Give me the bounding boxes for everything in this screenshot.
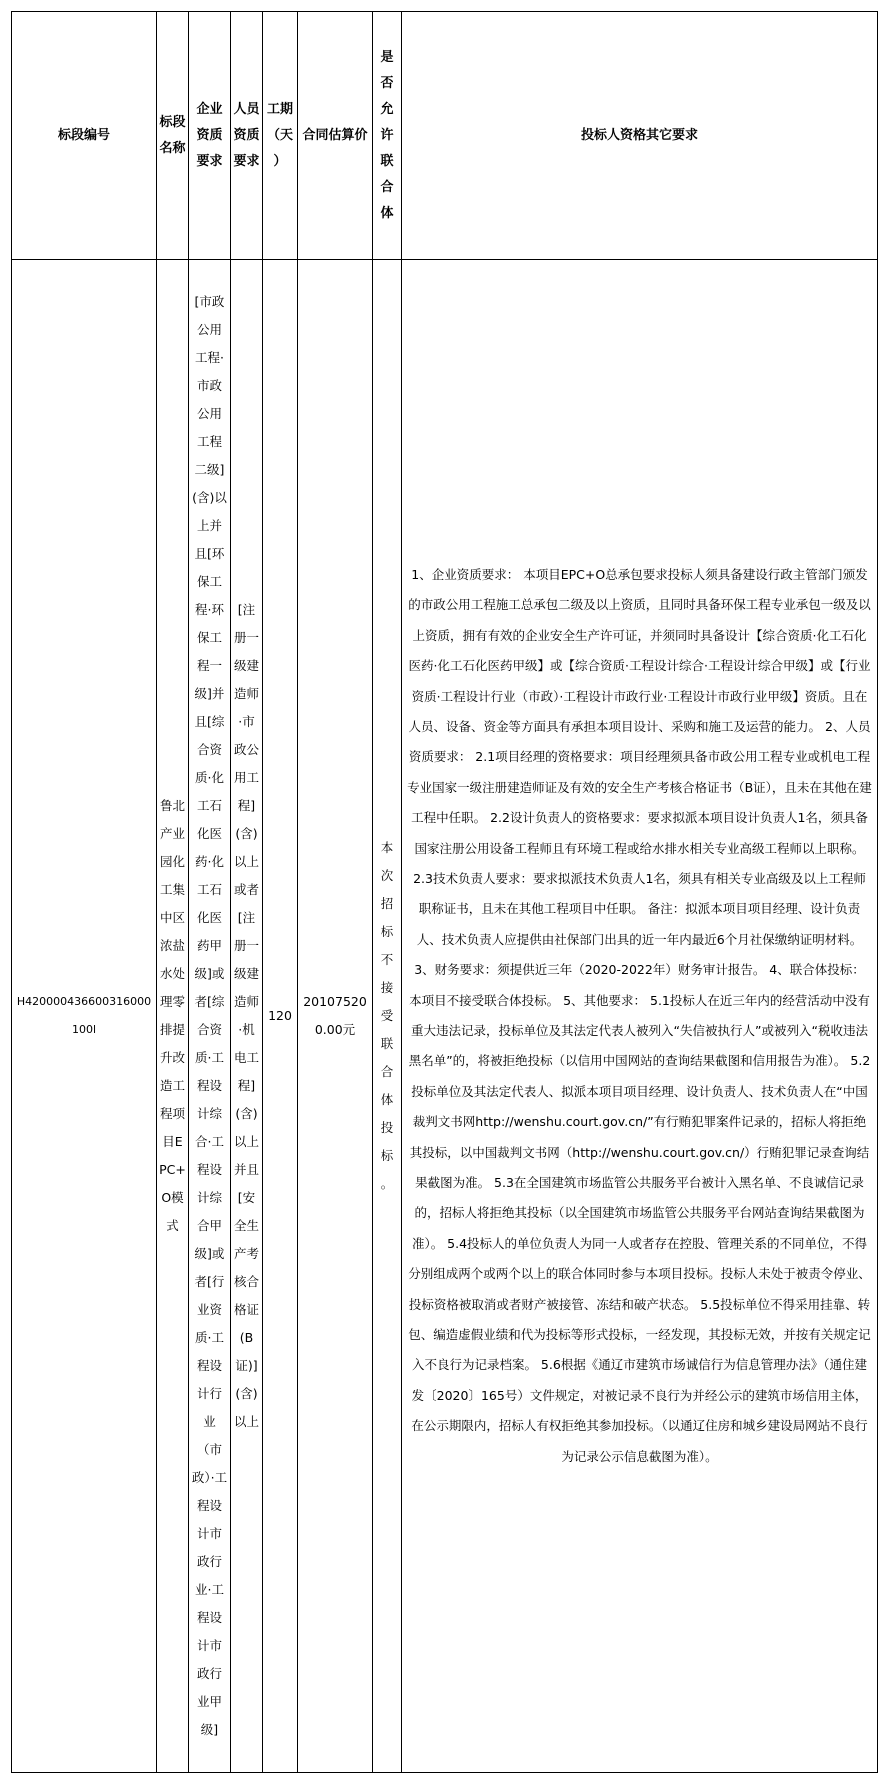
- staff-qualification-cell: [注册一级建造师·市政公用工程](含)以上或者[注册一级建造师·机电工程](含)以上并且[安全生产考核合格证(B证)](含)以上: [231, 260, 263, 1773]
- header-company-qualification: 企业资质要求: [189, 12, 231, 260]
- joint-bid-cell: 本次招标不接受联合体投标。: [373, 260, 402, 1773]
- contract-estimate-cell: 201075200.00元: [298, 260, 373, 1773]
- section-code-cell: H420000436600316000100l: [12, 260, 157, 1773]
- table-header-row: [12, 12, 878, 260]
- other-requirements-cell: 1、企业资质要求： 本项目EPC+O总承包要求投标人须具备建设行政主管部门颁发的市政公用工程施工总承包二级及以上资质，且同时具备环保工程专业承包一级及以上资质，拥有有效的企业安全生产许可证，并须同时具备设计【综合资质·化工石化医药·化工石化医药甲级】或【综合资质·工程设计综合·工程设计综合甲级】或【行业资质·工程设计行业（市政）·工程设计市政行业·工程设计市政行业甲级】资质。且在人员、设备、资金等方面具有承担本项目设计、采购和施工及运营的能力。 2、人员资质要求： 2.1项目经理的资格要求：项目经理须具备市政公用工程专业或机电工程专业国家一级注册建造师证及有效的安全生产考核合格证书（B证），且未在其他在建工程中任职。 2.2设计负责人的资格要求：要求拟派本项目设计负责人1名，须具备国家注册公用设备工程师且有环境工程或给水排水相关专业高级工程师以上职称。 2.3技术负责人要求：要求拟派技术负责人1名，须具有相关专业高级及以上工程师职称证书，且未在其他工程项目中任职。 备注：拟派本项目项目经理、设计负责人、技术负责人应提供由社保部门出具的近一年内最近6个月社保缴纳证明材料。 3、财务要求：须提供近三年（2020-2022年）财务审计报告。 4、联合体投标： 本项目不接受联合体投标。 5、其他要求： 5.1投标人在近三年内的经营活动中没有重大违法记录，投标单位及其法定代表人被列入“失信被执行人”或被列入“税收违法黑名单”的，将被拒绝投标（以信用中国网站的查询结果截图和信用报告为准）。 5.2投标单位及其法定代表人、拟派本项目项目经理、设计负责人、技术负责人在“中国裁判文书网http://wenshu.court.gov.cn/”有行贿犯罪案件记录的，招标人将拒绝其投标，以中国裁判文书网（http://wenshu.court.gov.cn/）行贿犯罪记录查询结果截图为准。 5.3在全国建筑市场监管公共服务平台被计入黑名单、不良诚信记录的，招标人将拒绝其投标（以全国建筑市场监管公共服务平台网站查询结果截图为准）。 5.4投标人的单位负责人为同一人或者存在控股、管理关系的不同单位，不得分别组成两个或两个以上的联合体同时参与本项目投标。投标人未处于被责令停业、投标资格被取消或者财产被接管、冻结和破产状态。 5.5投标单位不得采用挂靠、转包、编造虚假业绩和代为投标等形式投标，一经发现，其投标无效，并按有关规定记入不良行为记录档案。 5.6根据《通辽市建筑市场诚信行为信息管理办法》（通住建发〔2020〕165号）文件规定，对被记录不良行为并经公示的建筑市场信用主体，在公示期限内，招标人有权拒绝其参加投标。（以通辽住房和城乡建设局网站不良行为记录公示信息截图为准）。: [402, 260, 878, 1773]
- company-qualification-cell: [市政公用工程·市政公用工程二级](含)以上并且[环保工程·环保工程一级]并且[综合资质·化工石化医药·化工石化医药甲级]或者[综合资质·工程设计综合·工程设计综合甲级]或者[行业资质·工程设计行业（市政）·工程设计市政行业·工程设计市政行业甲级]: [189, 260, 231, 1773]
- header-contract-estimate: 合同估算价: [298, 12, 373, 260]
- page: [11, 11, 878, 1773]
- header-section-name: 标段名称: [157, 12, 189, 260]
- section-name-cell: 鲁北产业园化工集中区浓盐水处理零排提升改造工程项目EPC+O模式: [157, 260, 189, 1773]
- header-staff-qualification: 人员资质要求: [231, 12, 263, 260]
- header-duration: 工期（天）: [263, 12, 298, 260]
- header-joint-bid: 是否允许联合体: [373, 12, 402, 260]
- duration-cell: 120: [263, 260, 298, 1773]
- table-row: [12, 260, 878, 1773]
- header-other-requirements: 投标人资格其它要求: [402, 12, 878, 260]
- bid-section-table: [11, 11, 878, 1773]
- header-section-code: 标段编号: [12, 12, 157, 260]
